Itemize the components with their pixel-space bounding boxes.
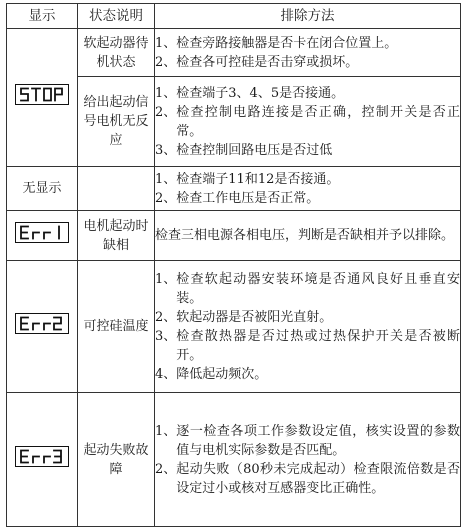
display-cell [7,29,78,167]
header-status: 状态说明 [78,4,155,29]
list-number: 1、 [155,423,177,439]
list-number: 2、 [155,461,177,477]
status-cell: 可控硅温度 [78,261,155,393]
list-number: 4、 [155,366,177,382]
lcd-segments-5TOP [19,87,65,102]
list-number: 3、 [155,328,177,344]
list-item: 1、 检查旁路接触器是否卡在闭合位置上。 [155,35,398,51]
display-cell [7,211,78,261]
list-number: 2、 [155,54,177,70]
list-number: 3、 [155,142,177,158]
list-item: 3、 检查散热器是否过热或过热保护开关是否被断开。 [155,328,460,363]
list-number: 1、 [155,85,177,101]
display-cell [7,261,78,393]
header-row [7,4,461,29]
list-item: 3、 检查控制回路电压是否过低 [155,142,333,158]
header-remedy: 排除方法 [155,4,461,29]
display-cell: 无显示 [7,167,78,211]
lcd-segments-Err3 [19,449,65,464]
list-number: 2、 [155,104,177,120]
remedy-cell [155,261,461,393]
list-number: 2、 [155,309,177,325]
fault-table [6,3,461,527]
table-row [7,167,461,211]
status-cell [78,167,155,211]
lcd-display [15,222,69,243]
list-item: 1、 检查端子3、4、5是否接通。 [155,85,345,101]
list-number: 1、 [155,271,177,287]
status-cell: 起动失败故障 [78,393,155,527]
status-cell: 软起动器待机状态 [78,29,155,77]
list-item: 2、 起动失败（80秒未完成起动）检查限流倍数是否设定过小或核对互感器变比正确性。 [155,461,460,496]
list-item: 2、 检查各可控硅是否击穿或损坏。 [155,54,359,70]
remedy-cell [155,29,461,77]
lcd-segments-Err2 [19,316,65,331]
remedy-cell [155,393,461,527]
list-number: 1、 [155,171,177,187]
status-cell: 给出起动信号电机无反应 [78,77,155,167]
table-row [7,211,461,261]
list-item: 2、 软起动器是否被阳光直射。 [155,309,333,325]
lcd-display [15,84,69,105]
remedy-cell [155,211,461,261]
table-row [7,393,461,527]
remedy-text: 检查三相电源各相电压，判断是否缺相并予以排除。 [155,228,455,243]
lcd-display [15,313,69,334]
list-item: 1、 检查端子11和12是否接通。 [155,171,340,187]
table-row [7,29,461,77]
display-cell [7,393,78,527]
remedy-cell [155,167,461,211]
list-number: 2、 [155,190,177,206]
list-item: 2、 检查控制电路连接是否正确，控制开关是否正常。 [155,104,460,139]
lcd-display [15,446,69,467]
remedy-cell [155,77,461,167]
lcd-segments-Err1 [19,225,65,240]
list-item: 2、 检查工作电压是否正常。 [155,190,320,206]
list-number: 1、 [155,35,177,51]
list-item: 1、 检查软起动器安装环境是否通风良好且垂直安装。 [155,271,460,306]
list-item: 4、 降低起动频次。 [155,366,268,382]
list-item: 1、 逐一检查各项工作参数设定值，核实设置的参数值与电机实际参数是否匹配。 [155,423,460,458]
table-row [7,261,461,393]
header-display: 显示 [7,4,78,29]
status-cell: 电机起动时缺相 [78,211,155,261]
